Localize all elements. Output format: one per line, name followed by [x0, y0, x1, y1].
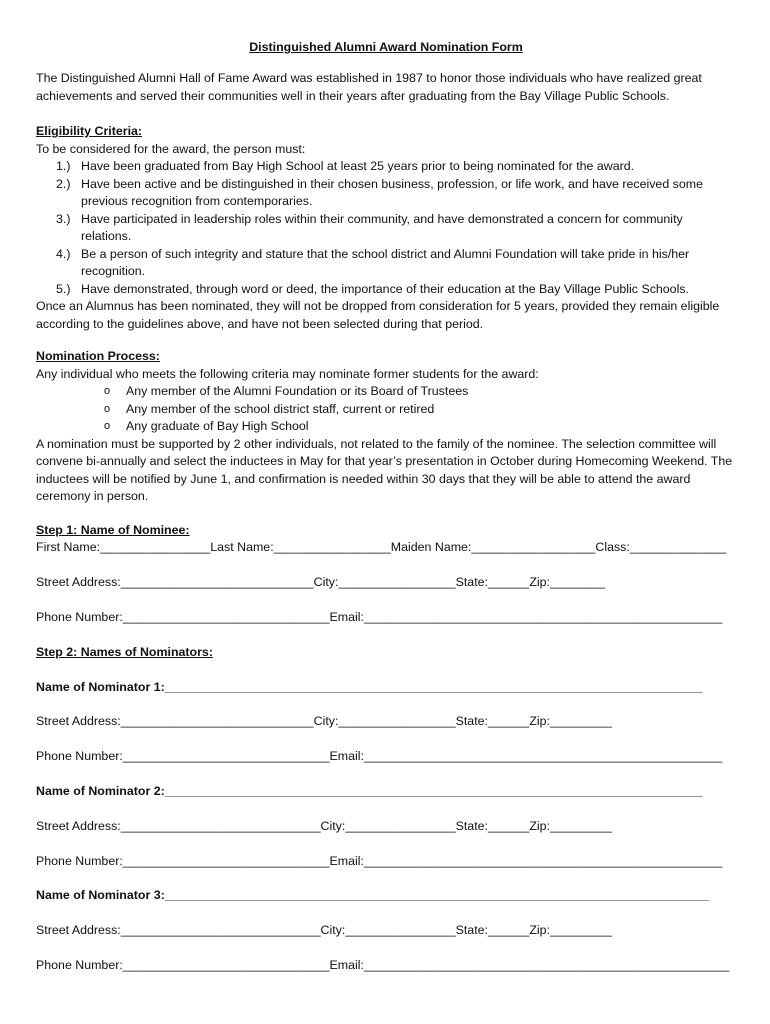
nomination-heading: Nomination Process: [36, 349, 160, 363]
item-number: 3.) [56, 211, 71, 226]
item-number: 2.) [56, 176, 71, 191]
form-title: Distinguished Alumni Award Nomination Form [249, 40, 523, 54]
nomination-section [36, 348, 736, 506]
eligibility-item [36, 281, 736, 299]
step1-heading: Step 1: Name of Nominee: [36, 523, 190, 537]
eligibility-item [36, 246, 736, 281]
nominator3-contact-line[interactable]: Phone Number:______________________________Email:_____________________________________________________ [36, 958, 730, 972]
eligibility-lead: To be considered for the award, the person must: [36, 141, 306, 156]
criteria-item [36, 401, 736, 419]
item-number: 4.) [56, 246, 71, 261]
nominator3-address-line[interactable]: Street Address:_____________________________City:________________State:______Zip:_________ [36, 923, 612, 937]
item-number: 1.) [56, 159, 71, 173]
eligibility-section [36, 123, 736, 333]
bullet-mark: o [104, 385, 111, 397]
nominator-criteria-list [36, 383, 736, 436]
intro-text: The Distinguished Alumni Hall of Fame Award was established in 1987 to honor those individuals who have realized great achievements and served their communities well in their years after graduating from the Bay Village Public Schools. [36, 71, 702, 103]
eligibility-item [36, 176, 736, 211]
item-text: Be a person of such integrity and stature that the school district and Alumni Foundation will take pride in his/her recognition. [81, 246, 690, 278]
item-text: Have demonstrated, through word or deed, the importance of their education at the Bay Village Public Schools. [81, 281, 689, 296]
item-text: Have participated in leadership roles within their community, and have demonstrated a concern for community relations. [81, 211, 683, 243]
item-number: 5.) [56, 281, 71, 296]
nominee-address-line[interactable]: Street Address:____________________________City:_________________State:______Zip:________ [36, 575, 606, 589]
item-text: Have been graduated from Bay High School at least 25 years prior to being nominated for the award. [81, 159, 635, 173]
criteria-item [36, 383, 736, 401]
nomination-lead: Any individual who meets the following criteria may nominate former students for the award: [36, 366, 539, 381]
nominator1-contact-line[interactable]: Phone Number:______________________________Email:____________________________________________________ [36, 749, 723, 763]
item-text: Have been active and be distinguished in their chosen business, profession, or life work, and have received some previous recognition from contemporaries. [81, 176, 703, 208]
nominee-name-line[interactable]: First Name:________________Last Name:_________________Maiden Name:__________________Class:______________ [36, 540, 727, 554]
nominator2-name-line[interactable]: Name of Nominator 2:______________________________________________________________________________ [36, 784, 703, 798]
criteria-text: Any graduate of Bay High School [126, 419, 309, 433]
nominator3-name-line[interactable]: Name of Nominator 3:_______________________________________________________________________________ [36, 888, 710, 902]
nomination-closing: A nomination must be supported by 2 other individuals, not related to the family of the nominee. The selection committee will convene bi-annually and select the inductees in May for that year’s presentation in October during Homecoming Weekend. The inductees will be notified by June 1, and confirmation is needed within 30 days that they will be able to attend the award ceremony in person. [36, 436, 733, 503]
eligibility-item [36, 158, 736, 176]
eligibility-item [36, 211, 736, 246]
eligibility-list [36, 158, 736, 298]
intro-paragraph [36, 70, 736, 105]
eligibility-heading: Eligibility Criteria: [36, 124, 143, 138]
criteria-text: Any member of the school district staff, current or retired [126, 401, 435, 416]
step2-heading: Step 2: Names of Nominators: [36, 645, 213, 659]
criteria-item [36, 418, 736, 436]
bullet-mark: o [104, 402, 111, 415]
nominator2-address-line[interactable]: Street Address:_____________________________City:________________State:______Zip:_________ [36, 819, 612, 833]
nominator1-name-line[interactable]: Name of Nominator 1:______________________________________________________________________________ [36, 680, 703, 694]
nominee-contact-line[interactable]: Phone Number:______________________________Email:____________________________________________________ [36, 610, 723, 624]
nominator2-contact-line[interactable]: Phone Number:______________________________Email:____________________________________________________ [36, 854, 723, 868]
bullet-mark: o [104, 420, 111, 432]
criteria-text: Any member of the Alumni Foundation or its Board of Trustees [126, 384, 469, 398]
nominator1-address-line[interactable]: Street Address:____________________________City:_________________State:______Zip:_________ [36, 714, 612, 728]
eligibility-closing: Once an Alumnus has been nominated, they will not be dropped from consideration for 5 years, provided they remain eligible according to the guidelines above, and have not been selected during that period. [36, 299, 720, 331]
